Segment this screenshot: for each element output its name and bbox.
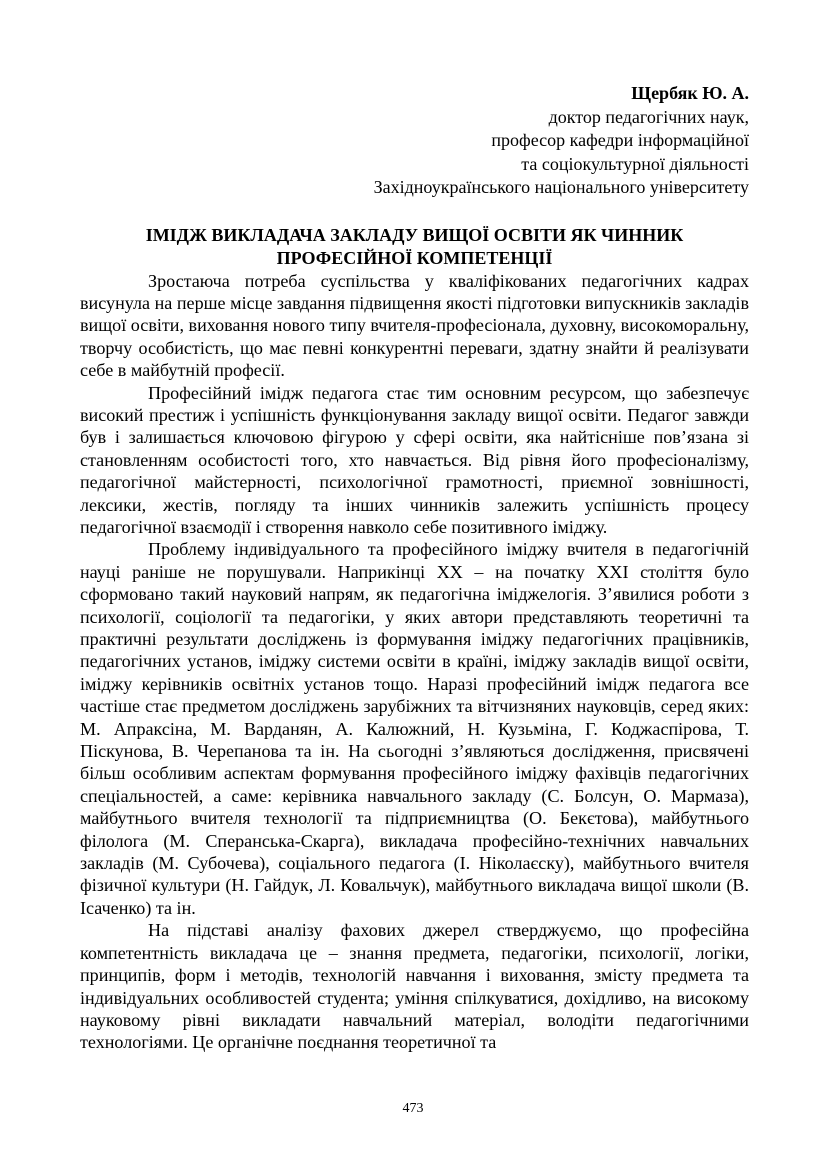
author-university: Західноукраїнського національного університету xyxy=(373,177,749,197)
author-position: професор кафедри інформаційної xyxy=(491,130,749,150)
body-paragraph-1: Зростаюча потреба суспільства у кваліфікованих педагогічних кадрах висунула на перше місце завдання підвищення якості підготовки випускників закладів вищої освіти, виховання нового типу вчителя-професіонала, духовну, високоморальну, творчу особистість, що має певні конкурентні переваги, здатну знайти й реалізувати себе в майбутній професії. xyxy=(80,270,749,381)
author-name: Щербяк Ю. А. xyxy=(631,83,749,103)
body-paragraph-2: Професійний імідж педагога стає тим основним ресурсом, що забезпечує високий престиж і успішність функціонування закладу вищої освіти. Педагог завжди був і залишається ключовою фігурою у сфері освіти, яка найтісніше пов’язана зі становленням особистості того, хто навчається. Від рівня його професіоналізму, педагогічної майстерності, психологічної грамотності, приємної зовнішності, лексики, жестів, погляду та інших чинників залежить успішність процесу педагогічної взаємодії і створення навколо себе позитивного іміджу. xyxy=(80,382,749,537)
article-title-line-2: ПРОФЕСІЙНОЇ КОМПЕТЕНЦІЇ xyxy=(276,247,553,268)
document-page xyxy=(80,82,749,1054)
author-block xyxy=(80,82,749,200)
author-degree: доктор педагогічних наук, xyxy=(548,106,749,127)
article-title xyxy=(80,224,749,270)
author-department: та соціокультурної діяльності xyxy=(521,153,749,174)
article-title-line-1: ІМІДЖ ВИКЛАДАЧА ЗАКЛАДУ ВИЩОЇ ОСВІТИ ЯК ЧИННИК xyxy=(145,224,684,245)
page-number: 473 xyxy=(402,1101,424,1116)
body-paragraph-3: Проблему індивідуального та професійного іміджу вчителя в педагогічній науці раніше не порушували. Наприкінці ХХ – на початку ХХІ століття було сформовано такий науковий напрям, як педагогічна іміджелогія. З’явилися роботи з психології, соціології та педагогіки, у яких автори представляють теоретичні та практичні результати досліджень із формування іміджу педагогічних працівників, педагогічних установ, іміджу системи освіти в країні, іміджу закладів вищої освіти, іміджу керівників освітніх установ тощо. Наразі професійний імідж педагога все частіше стає предметом досліджень зарубіжних та вітчизняних науковців, серед яких: М. Апраксіна, М. Варданян, А. Калюжний, Н. Кузьміна, Г. Коджаспірова, Т. Піскунова, В. Черепанова та ін. На сьогодні з’являються дослідження, присвячені більш особливим аспектам формування професійного іміджу фахівців педагогічних спеціальностей, а саме: керівника навчального закладу (С. Болсун, О. Мармаза), майбутнього вчителя технології та підприємництва (О. Бекєтова), майбутнього філолога (М. Сперанська-Скарга), викладача професійно-технічних навчальних закладів (М. Субочева), соціального педагога (І. Ніколаєску), майбутнього вчителя фізичної культури (Н. Гайдук, Л. Ковальчук), майбутнього викладача вищої школи (В. Ісаченко) та ін. xyxy=(80,539,749,918)
body-paragraph-4: На підставі аналізу фахових джерел стверджуємо, що професійна компетентність викладача це – знання предмета, педагогіки, психології, логіки, принципів, форм і методів, технологій навчання і виховання, змісту предмета та індивідуальних особливостей студента; уміння спілкуватися, дохідливо, на високому науковому рівні викладати навчальний матеріал, володіти педагогічними технологіями. Це органічне поєднання теоретичної та xyxy=(80,920,749,1053)
